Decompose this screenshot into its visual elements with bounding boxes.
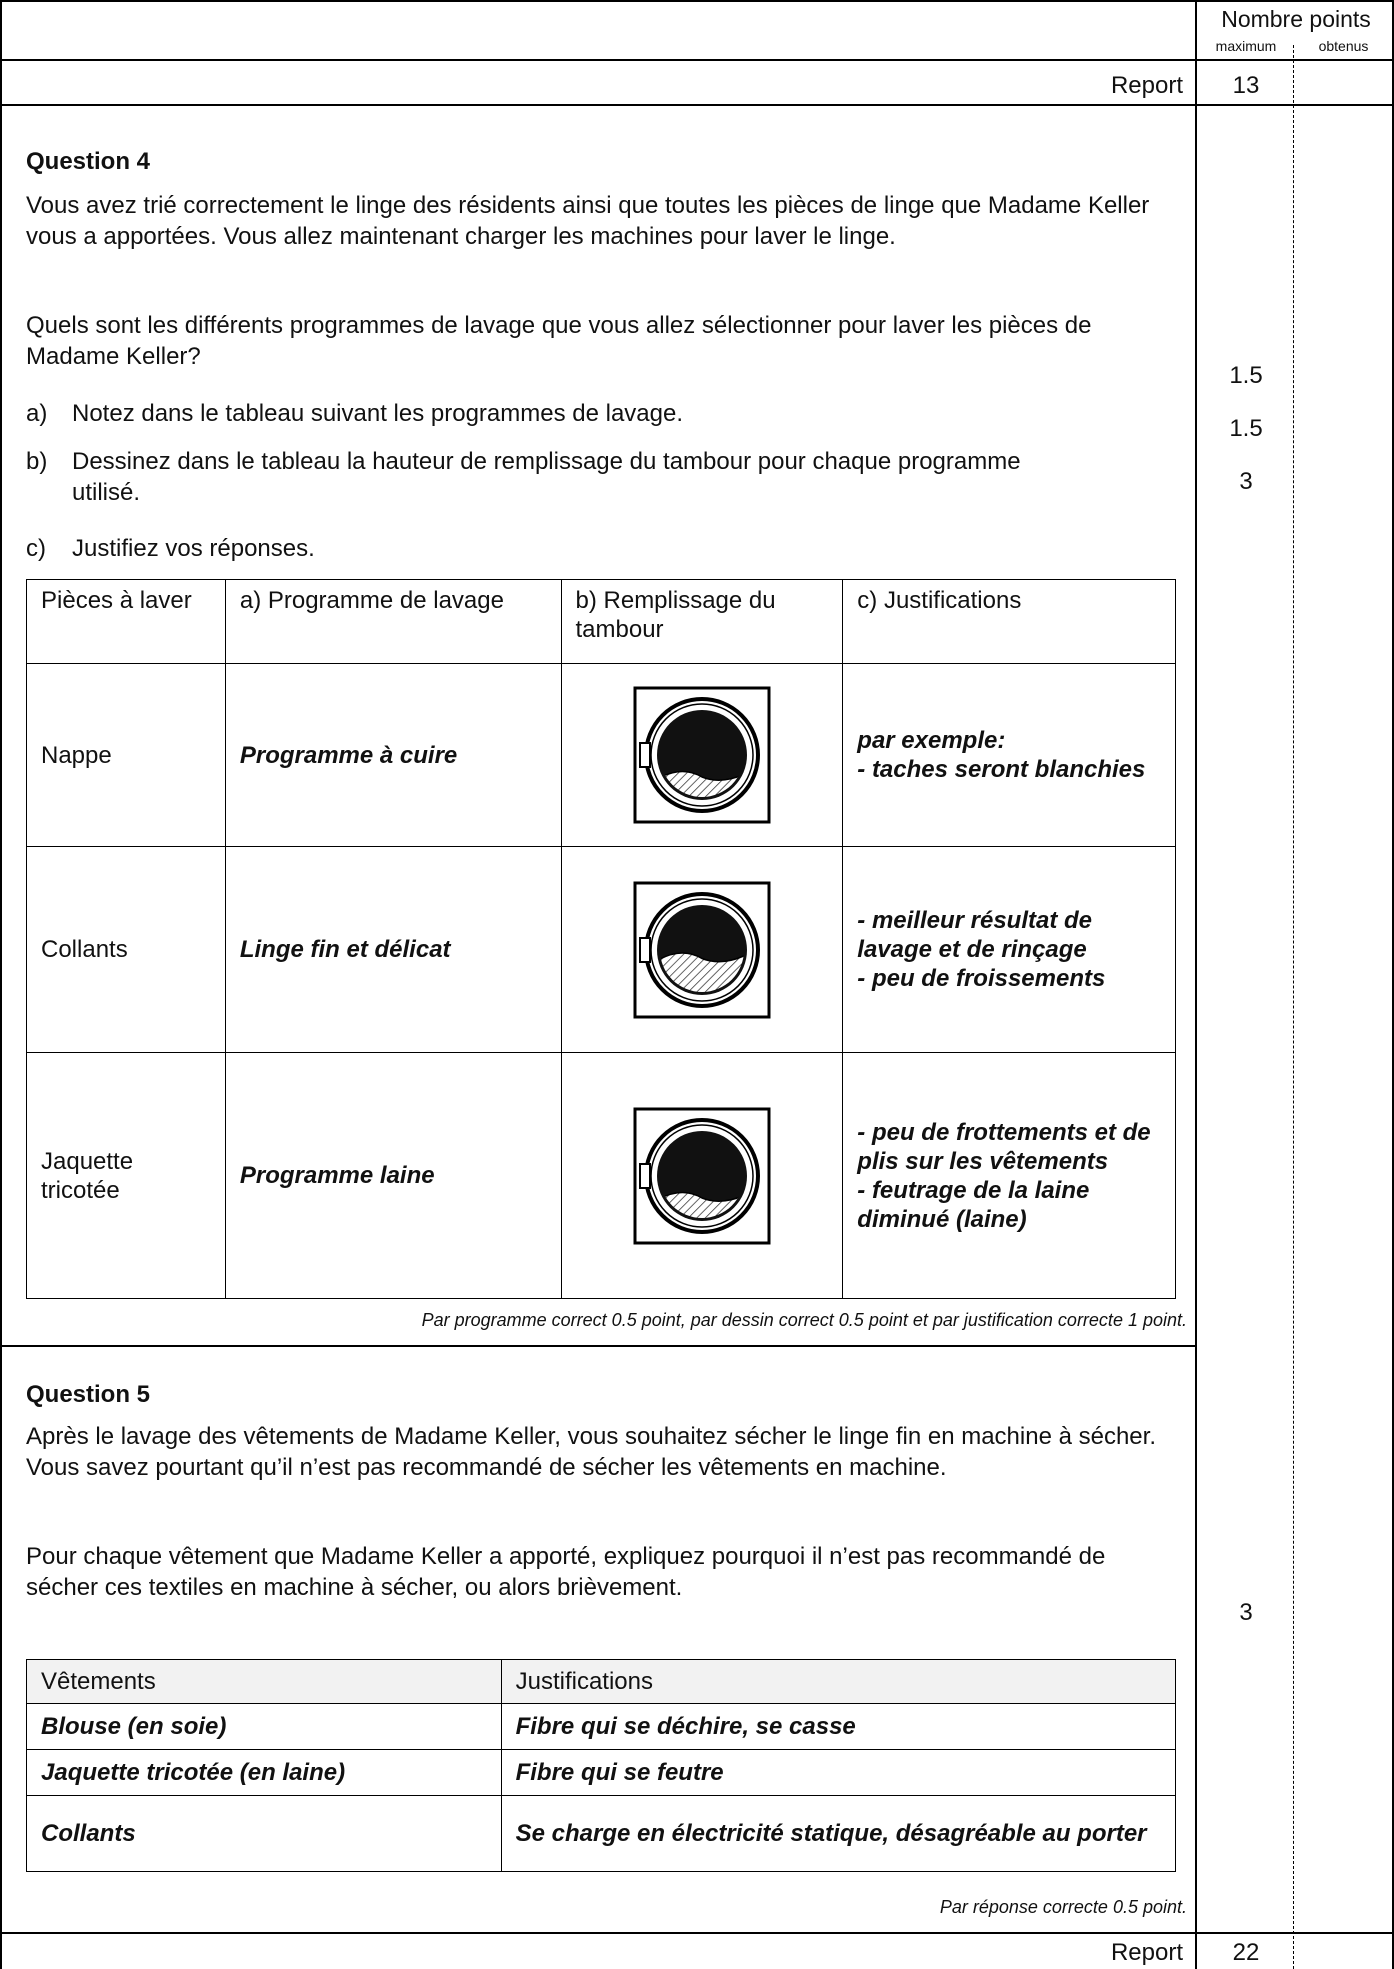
report-bottom-value: 22 xyxy=(1232,1939,1260,1966)
table-row xyxy=(27,847,1176,1053)
col-divider-points xyxy=(1293,45,1294,1969)
report-top-label: Report xyxy=(1110,72,1183,99)
q4-item-a-letter: a) xyxy=(26,400,48,427)
points-header-max: maximum xyxy=(1215,38,1277,54)
frame-left xyxy=(0,0,2,1969)
q4-row-justification: par exemple: - taches seront blanchies xyxy=(843,664,1176,847)
q5-row-justification: Se charge en électricité statique, désagréable au porter xyxy=(501,1796,1175,1872)
col-divider-main xyxy=(1195,0,1197,1969)
q4-row-piece: Nappe xyxy=(27,664,226,847)
q4-item-a-text: Notez dans le tableau suivant les programmes de lavage. xyxy=(72,400,684,427)
points-header-obtained: obtenus xyxy=(1318,38,1369,54)
q4-item-c-letter: c) xyxy=(26,535,46,562)
q4-item-b-text: Dessinez dans le tableau la hauteur de remplissage du tambour pour chaque programme utilisé. xyxy=(72,448,1021,506)
q4-row-piece: Jaquette tricotée xyxy=(27,1053,226,1299)
q5-table-header-row xyxy=(27,1660,1176,1704)
q4-row-program: Programme laine xyxy=(225,1053,561,1299)
q5-row-item: Collants xyxy=(27,1796,502,1872)
q5-question: Pour chaque vêtement que Madame Keller a apporté, expliquez pourquoi il n’est pas recommandé de sécher ces textiles en machine à sécher, ou alors brièvement. xyxy=(26,1543,1106,1601)
q5-footnote: Par réponse correcte 0.5 point. xyxy=(939,1897,1187,1917)
q4-table-header-row xyxy=(27,580,1176,664)
q5-header-justification: Justifications xyxy=(501,1660,1175,1704)
q4-header-piece: Pièces à laver xyxy=(27,580,226,664)
q5-row-item: Jaquette tricotée (en laine) xyxy=(27,1750,502,1796)
q4-points-b: 1.5 xyxy=(1229,415,1263,442)
table-row xyxy=(27,1796,1176,1872)
q4-row-program: Programme à cuire xyxy=(225,664,561,847)
q4-question: Quels sont les différents programmes de lavage que vous allez sélectionner pour laver les pièces de Madame Keller? xyxy=(26,312,1092,370)
q5-row-justification: Fibre qui se feutre xyxy=(501,1750,1175,1796)
q5-table xyxy=(26,1659,1176,1872)
points-header-title: Nombre points xyxy=(1221,6,1371,32)
q4-row-drum-cell xyxy=(561,1053,843,1299)
q4-footnote: Par programme correct 0.5 point, par dessin correct 0.5 point et par justification correcte 1 point. xyxy=(421,1310,1187,1330)
q5-intro: Après le lavage des vêtements de Madame Keller, vous souhaitez sécher le linge fin en machine à sécher. Vous savez pourtant qu’il n’est pas recommandé de sécher les vêtements en machine. xyxy=(26,1423,1156,1481)
washing-drum-icon xyxy=(631,879,773,1021)
frame-top xyxy=(0,0,1394,2)
q4-header-program: a) Programme de lavage xyxy=(225,580,561,664)
q5-header-item: Vêtements xyxy=(27,1660,502,1704)
table-row xyxy=(27,664,1176,847)
row-line-q4-end xyxy=(0,1345,1196,1347)
q4-row-justification: - meilleur résultat de lavage et de rinçage - peu de froissements xyxy=(843,847,1176,1053)
q4-row-drum-cell xyxy=(561,664,843,847)
q4-item-b-letter: b) xyxy=(26,448,48,475)
row-line-q5-end xyxy=(0,1932,1394,1934)
report-bottom-label: Report xyxy=(1110,1939,1183,1966)
q4-table xyxy=(26,579,1176,1299)
table-row xyxy=(27,1750,1176,1796)
table-row xyxy=(27,1704,1176,1750)
q4-title: Question 4 xyxy=(26,148,151,175)
washing-drum-icon xyxy=(631,1105,773,1247)
q4-points-c: 3 xyxy=(1239,468,1253,495)
q5-row-item: Blouse (en soie) xyxy=(27,1704,502,1750)
q4-header-justification: c) Justifications xyxy=(843,580,1176,664)
q4-header-fill: b) Remplissage du tambour xyxy=(561,580,843,664)
row-line-report-top xyxy=(0,104,1394,106)
q5-row-justification: Fibre qui se déchire, se casse xyxy=(501,1704,1175,1750)
row-line-header xyxy=(0,59,1394,61)
q5-points: 3 xyxy=(1239,1599,1253,1626)
q4-row-piece: Collants xyxy=(27,847,226,1053)
report-top-value: 13 xyxy=(1232,72,1260,99)
table-row xyxy=(27,1053,1176,1299)
q4-item-c-text: Justifiez vos réponses. xyxy=(72,535,315,562)
q4-row-justification: - peu de frottements et de plis sur les vêtements - feutrage de la laine diminué (laine) xyxy=(843,1053,1176,1299)
q4-row-program: Linge fin et délicat xyxy=(225,847,561,1053)
washing-drum-icon xyxy=(631,684,773,826)
q4-points-a: 1.5 xyxy=(1229,362,1263,389)
q4-intro: Vous avez trié correctement le linge des résidents ainsi que toutes les pièces de linge que Madame Keller vous a apportées. Vous allez maintenant charger les machines pour laver le linge. xyxy=(26,192,1150,250)
q4-row-drum-cell xyxy=(561,847,843,1053)
q5-title: Question 5 xyxy=(26,1381,151,1408)
